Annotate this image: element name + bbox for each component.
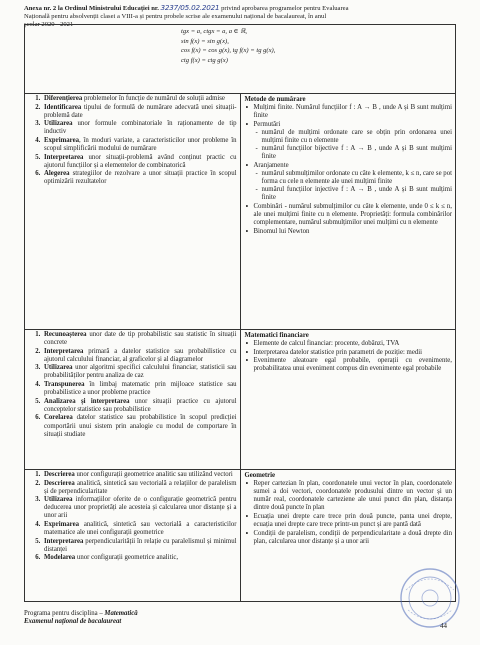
table-row-financial (25, 330, 456, 470)
content-item: • Mulțimi finite. Numărul funcțiilor f : A → B , unde A și B sunt mulțimi finite (254, 104, 453, 120)
sub-list (254, 129, 453, 161)
competence-item: 2. Descrierea analitică, sintetică sau vectorială a relațiilor de paralelism și de perpendicularitate (42, 480, 237, 497)
footer-program-line: Programa pentru disciplina – Matematică (24, 610, 138, 617)
table-row-geometry (25, 470, 456, 602)
formula-line: tgx = a, ctgx = a, a ∈ ℝ, (181, 28, 248, 35)
competence-item: 3. Utilizarea informațiilor oferite de o configurație geometrică pentru deducerea unor proprietăți ale acesteia și calcularea unor distanțe și a unor arii (42, 496, 237, 521)
competence-item: 1. Recunoașterea unor date de tip probabilistic sau statistic în situații concrete (42, 331, 237, 348)
page-number: 44 (440, 622, 447, 630)
competence-item: 3. Utilizarea unor algoritmi specifici calculului financiar, statisticii sau probabilităților pentru analiza de caz (42, 364, 237, 381)
competences-cell (25, 94, 241, 330)
competence-item: 1. Descrierea unor configurații geometrice analitic sau utilizând vectori (42, 471, 237, 480)
competence-item: 5. Interpretarea perpendicularității în relație cu paralelismul și minimul distanței (42, 538, 237, 555)
sub-item: - numărul funcțiilor injective f : A → B , unde A și B sunt mulțimi finite (262, 186, 453, 202)
formula-line: cos f(x) = cos g(x), tg f(x) = tg g(x), (181, 47, 276, 55)
formula-line: ctg f(x) = ctg g(x) (181, 56, 228, 64)
competence-list (25, 471, 240, 563)
section-title: Matematici financiare (244, 332, 309, 339)
section-title: Geometrie (244, 472, 276, 479)
competence-item: 1. Diferențierea problemelor în funcție de numărul de soluții admise (42, 95, 237, 104)
header-prefix: Anexa nr. 2 la Ordinul Ministrului Educației nr. (24, 5, 161, 12)
document-footer (24, 610, 456, 627)
curriculum-table (24, 24, 456, 602)
handwritten-order-number: 3237/05.02.2021 (160, 3, 220, 12)
content-item: • Aranjamente - numărul submulțimilor ordonate cu câte k elemente, k ≤ n, care se pot forma cu cele n elemente ale unei mulțimi finite - numărul funcțiilor injective f : A → B , unde A și B sunt mulțimi finite (254, 162, 453, 202)
competences-cell (25, 330, 241, 470)
sub-list (254, 170, 453, 202)
formulas-cell (25, 25, 456, 94)
competence-item: 3. Utilizarea unor formule combinatoriale în raționamente de tip inductiv (42, 120, 237, 137)
competence-item: 2. Interpretarea primară a datelor statistice sau probabilistice cu ajutorul calculului financiar, al graficelor și al diagramelor (42, 348, 237, 365)
content-item: • Permutări - numărul de mulțimi ordonate care se obțin prin ordonarea unei mulțimi finite cu n elemente - numărul funcțiilor bijective f : A → B , unde A și B sunt mulțimi finite (254, 121, 453, 161)
content-item: • Elemente de calcul financiar: procente, dobânzi, TVA (254, 340, 453, 348)
content-item: • Reper cartezian în plan, coordonatele unui vector în plan, coordonatele sumei a doi vectori, coordonatele produsului dintre un vector și un număr real, coordonatele carteziene ale unui punct din plan, distanța dintre două puncte în plan (254, 480, 453, 512)
content-item: • Evenimente aleatoare egal probabile, operații cu evenimente, probabilitatea unui eveniment compus din evenimente egal probabile (254, 357, 453, 373)
content-item: • Ecuația unei drepte care trece prin două puncte, panta unei drepte, ecuația unei drepte care trece printr-un punct și are pantă dată (254, 513, 453, 529)
sub-item: - numărul funcțiilor bijective f : A → B , unde A și B sunt mulțimi finite (262, 145, 453, 161)
content-item: • Condiții de paralelism, condiții de perpendicularitate a două drepte din plan, calcularea unor distanțe și a unor arii (254, 530, 453, 546)
competence-item: 5. Analizarea și interpretarea unor situații practice cu ajutorul conceptelor statistice sau probabilistice (42, 398, 237, 415)
formula-line: sin f(x) = sin g(x), (181, 37, 229, 45)
competence-item: 6. Alegerea strategiilor de rezolvare a unor situații practice în scopul optimizării rezultatelor (42, 170, 237, 187)
competence-item: 2. Identificarea tipului de formulă de numărare adecvată unei situații-problemă date (42, 104, 237, 121)
content-item: • Interpretarea datelor statistice prin parametri de poziție: medii (254, 349, 453, 357)
header-line-3: școlar 2020 - 2021 (24, 21, 74, 28)
competence-item: 4. Exprimarea, în moduri variate, a caracteristicilor unor probleme în scopul simplificării modului de numărare (42, 137, 237, 154)
competence-item: 6. Corelarea datelor statistice sau probabilistice în scopul predicției comportării unui sistem prin analogie cu modul de comportare în situații studiate (42, 414, 237, 439)
competence-list (25, 331, 240, 439)
competence-item: 6. Modelarea unor configurații geometrice analitic, (42, 554, 237, 563)
contents-list (241, 340, 456, 373)
section-title: Metode de numărare (244, 96, 306, 103)
footer-subject: Matematică (104, 610, 138, 617)
contents-list (241, 104, 456, 236)
table-row-formulas (25, 25, 456, 94)
content-item: • Binomul lui Newton (254, 228, 453, 236)
content-item: • Combinări - numărul submulțimilor cu câte k elemente, unde 0 ≤ k ≤ n, ale unei mulțimi finite cu n elemente. Proprietăți: formula combinărilor complementare, numărul submulțimilor unei mulțimi cu n elemente (254, 203, 453, 227)
sub-item: - numărul de mulțimi ordonate care se obțin prin ordonarea unei mulțimi finite cu n elemente (262, 129, 453, 145)
footer-exam-line: Examenul național de bacalaureat (24, 618, 122, 626)
competence-item: 5. Interpretarea unor situații-problemă având conținut practic cu ajutorul funcțiilor și a elementelor de combinatorică (42, 154, 237, 171)
header-suffix: privind aprobarea programelor pentru Evaluarea (219, 5, 349, 12)
header-line-1 (24, 4, 454, 13)
contents-cell (240, 330, 456, 470)
trig-equations (25, 25, 455, 67)
competence-item: 4. Transpunerea în limbaj matematic prin mijloace statistice sau probabilistice a unor probleme practice (42, 381, 237, 398)
contents-list (241, 480, 456, 546)
table-row-counting (25, 94, 456, 330)
competences-cell (25, 470, 241, 602)
header-line-2: Națională pentru absolvenții clasei a VIII-a și pentru probele scrise ale examenului național de bacalaureat, în anul (24, 13, 327, 20)
contents-cell (240, 94, 456, 330)
competence-list (25, 95, 240, 187)
sub-item: - numărul submulțimilor ordonate cu câte k elemente, k ≤ n, care se pot forma cu cele n elemente ale unei mulțimi finite (262, 170, 453, 186)
competence-item: 4. Exprimarea analitică, sintetică sau vectorială a caracteristicilor matematice ale unei configurații geometrice (42, 521, 237, 538)
